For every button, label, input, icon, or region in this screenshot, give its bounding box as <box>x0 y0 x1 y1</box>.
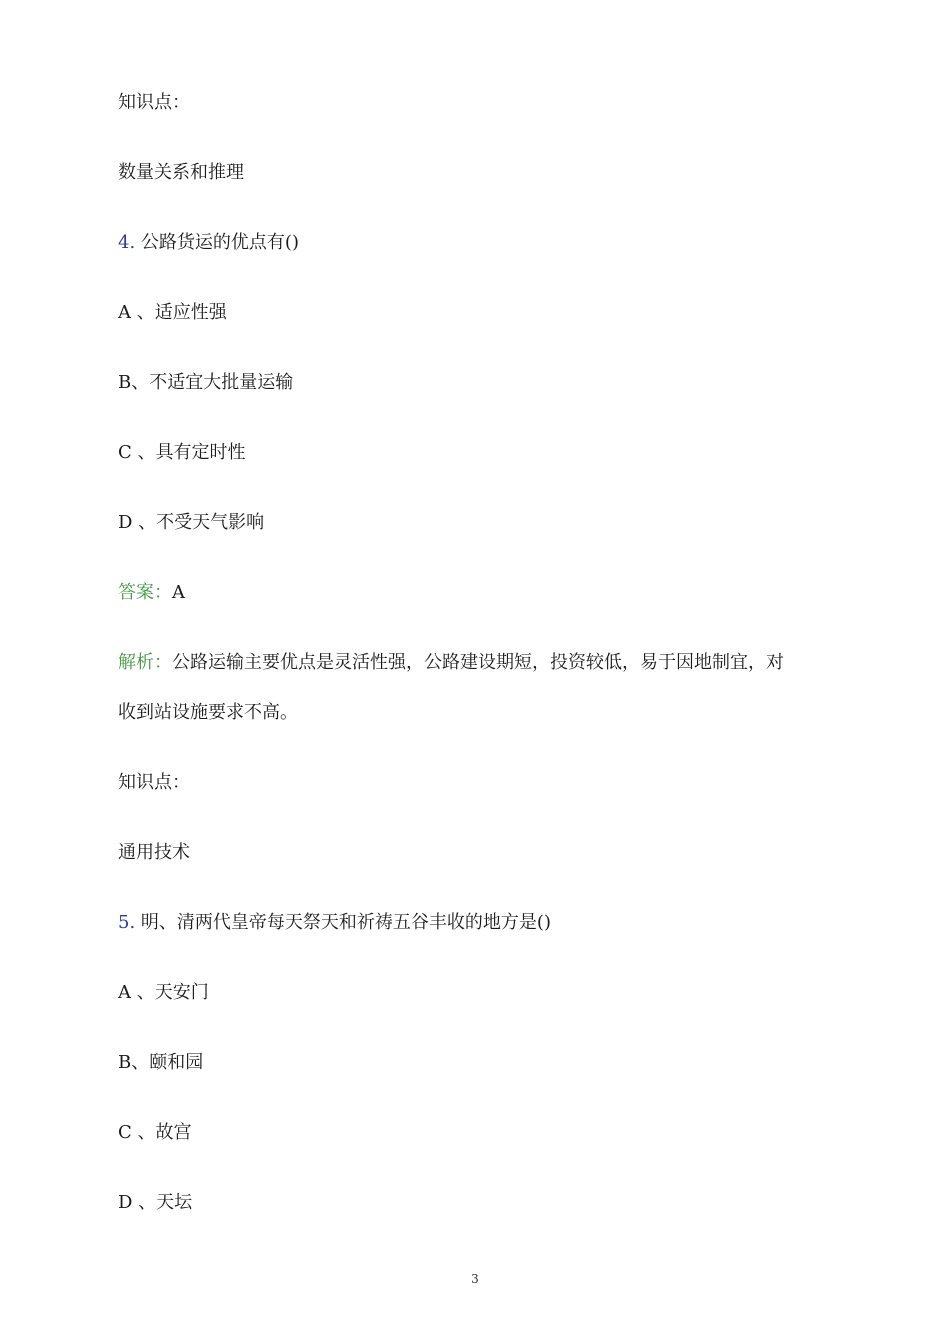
analysis <box>118 651 784 675</box>
option-b: B、不适宜大批量运输 <box>118 372 294 393</box>
question-number: 5. <box>118 912 136 933</box>
knowledge-value: 数量关系和推理 <box>118 162 244 183</box>
analysis-text-line2: 收到站设施要求不高。 <box>118 702 298 723</box>
answer <box>118 581 185 605</box>
question-stem: 公路货运的优点有() <box>140 232 299 253</box>
option-d: D 、不受天气影响 <box>118 512 265 533</box>
option-a: A 、天安门 <box>118 982 209 1003</box>
question-number: 4. <box>118 232 136 253</box>
knowledge-value: 通用技术 <box>118 842 190 863</box>
option-d: D 、天坛 <box>118 1192 193 1213</box>
knowledge-label: 知识点： <box>118 772 190 793</box>
analysis-text-line1: 公路运输主要优点是灵活性强，公路建设期短，投资较低，易于因地制宜，对 <box>172 652 784 673</box>
question-5 <box>118 911 551 935</box>
question-4 <box>118 231 299 255</box>
page-number: 3 <box>471 1272 479 1286</box>
question-stem: 明、清两代皇帝每天祭天和祈祷五谷丰收的地方是() <box>140 912 551 933</box>
option-c: C 、具有定时性 <box>118 442 246 463</box>
analysis-label: 解析： <box>118 652 172 673</box>
knowledge-label: 知识点： <box>118 92 190 113</box>
answer-label: 答案： <box>118 582 172 603</box>
option-b: B、颐和园 <box>118 1052 204 1073</box>
option-a: A 、适应性强 <box>118 302 227 323</box>
answer-value: A <box>172 582 185 603</box>
option-c: C 、故宫 <box>118 1122 192 1143</box>
